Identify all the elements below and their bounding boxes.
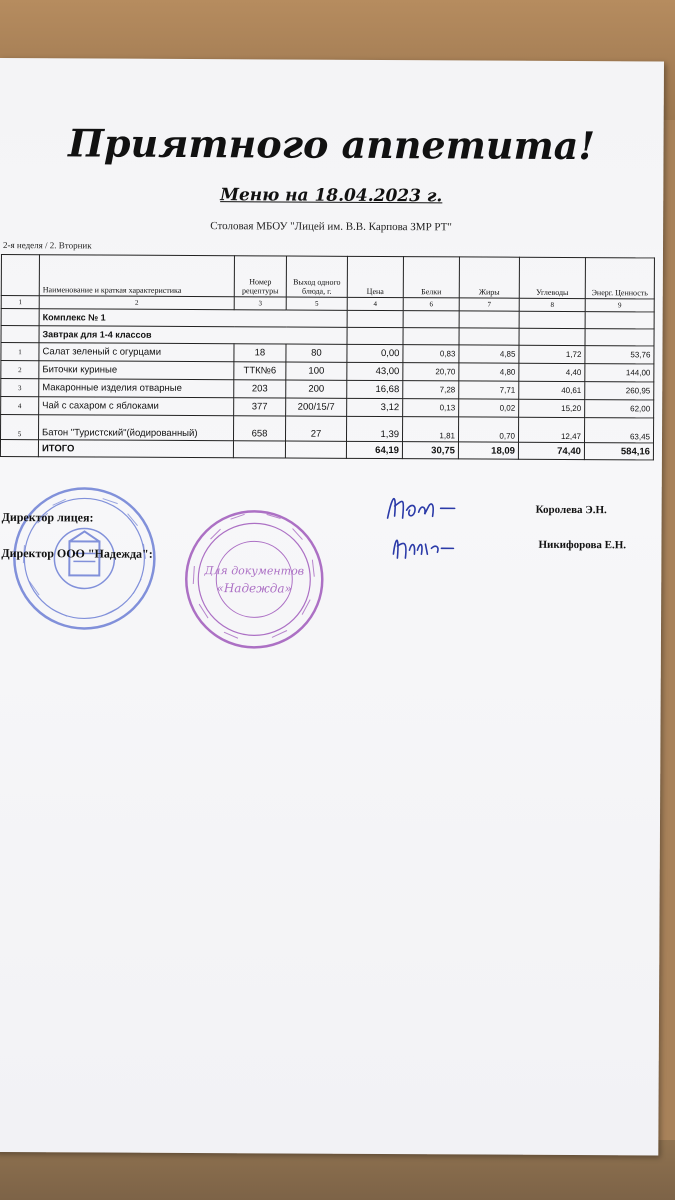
fat-cell: 4,80 [459, 363, 519, 381]
energy-cell: 62,00 [585, 400, 654, 418]
header-fat: Жиры [459, 257, 519, 298]
column-number: 3 [234, 297, 286, 310]
organization-name: Столовая МБОУ "Лицей им. В.В. Карпова ЗМР РТ" [210, 220, 452, 234]
portion-output: 200 [286, 380, 347, 398]
header-protein: Белки [403, 257, 459, 298]
price-cell: 0,00 [347, 344, 403, 362]
column-number: 1 [1, 296, 39, 309]
recipe-number: 377 [234, 398, 286, 416]
protein-cell: 1,81 [402, 417, 458, 442]
dish-name: Макаронные изделия отварные [39, 379, 234, 398]
total-protein: 30,75 [402, 442, 458, 459]
header-energy: Энерг. Ценность [585, 258, 654, 299]
recipe-number: 18 [234, 344, 286, 362]
fat-cell: 0,02 [459, 399, 519, 417]
fat-cell: 4,85 [459, 345, 519, 363]
dish-name: Салат зеленый с огурцами [39, 343, 234, 362]
header-name: Наименование и краткая характеристика [39, 255, 234, 297]
column-number: 6 [403, 298, 459, 311]
price-cell: 1,39 [346, 416, 402, 441]
menu-date-heading: Меню на 18.04.2023 г. [220, 185, 443, 207]
protein-cell: 0,13 [403, 399, 459, 417]
total-label: ИТОГО [38, 440, 233, 458]
portion-output: 80 [286, 344, 347, 362]
header-recipe: Номер рецептуры [234, 256, 286, 297]
page-title: Приятного аппетита! [67, 120, 596, 169]
header-index [1, 255, 39, 296]
row-index: 5 [1, 415, 39, 440]
carbs-cell: 40,61 [519, 381, 585, 399]
price-cell: 3,12 [347, 398, 403, 416]
header-carbs: Углеводы [519, 257, 585, 298]
week-day-info: 2-я неделя / 2. Вторник [2, 240, 92, 251]
portion-output: 100 [286, 362, 347, 380]
total-fat: 18,09 [458, 442, 518, 459]
carbs-cell: 1,72 [519, 345, 585, 363]
fat-cell: 0,70 [458, 417, 518, 442]
director-name: Королева Э.Н. [535, 503, 607, 517]
dish-name: Биточки куриные [39, 361, 234, 380]
header-output: Выход одного блюда, г. [286, 256, 347, 297]
protein-cell: 20,70 [403, 363, 459, 381]
company-director-name: Никифорова Е.Н. [538, 538, 627, 552]
complex-label: Комплекс № 1 [39, 309, 347, 328]
total-energy: 584,16 [584, 443, 653, 460]
column-number: 2 [39, 296, 234, 310]
recipe-number: 203 [234, 380, 286, 398]
protein-cell: 7,28 [403, 381, 459, 399]
recipe-number: 658 [233, 416, 285, 441]
energy-cell: 260,95 [585, 382, 654, 400]
stamp-center-text: Для документов [204, 564, 305, 578]
dish-name: Батон "Туристский"(йодированный) [39, 415, 234, 441]
dish-name: Чай с сахаром с яблоками [39, 397, 234, 416]
company-signature-icon [387, 528, 477, 568]
protein-cell: 0,83 [403, 345, 459, 363]
column-number: 4 [347, 297, 403, 310]
energy-cell: 63,45 [584, 418, 653, 443]
portion-output: 200/15/7 [286, 398, 347, 416]
director-label: Директор лицея: [1, 510, 94, 525]
row-index: 1 [1, 343, 39, 361]
table-row [1, 415, 654, 443]
row-index: 2 [1, 361, 39, 379]
carbs-cell: 4,40 [519, 363, 585, 381]
total-carbs: 74,40 [518, 442, 584, 459]
column-number: 5 [286, 297, 347, 310]
price-cell: 43,00 [347, 362, 403, 380]
carbs-cell: 15,20 [519, 399, 585, 417]
portion-output: 27 [285, 416, 346, 441]
row-index: 3 [1, 379, 39, 397]
row-index: 4 [1, 397, 39, 415]
column-number: 9 [585, 299, 654, 312]
company-stamp-icon [182, 504, 328, 655]
energy-cell: 53,76 [585, 346, 654, 364]
column-number: 8 [519, 298, 585, 311]
carbs-cell: 12,47 [518, 417, 584, 442]
price-cell: 16,68 [347, 380, 403, 398]
header-price: Цена [347, 256, 403, 297]
stamp-company-name: «Надежда» [216, 581, 292, 596]
director-signature-icon [383, 488, 473, 528]
table-header-row [1, 255, 654, 299]
total-price: 64,19 [346, 441, 402, 458]
menu-sheet [0, 58, 664, 1155]
fat-cell: 7,71 [459, 381, 519, 399]
meal-label: Завтрак для 1-4 классов [39, 326, 347, 345]
energy-cell: 144,00 [585, 364, 654, 382]
menu-table [0, 254, 655, 460]
recipe-number: ТТК№6 [234, 362, 286, 380]
total-row [0, 440, 653, 460]
column-number: 7 [459, 298, 519, 311]
company-director-label: Директор ООО "Надежда": [1, 546, 153, 561]
